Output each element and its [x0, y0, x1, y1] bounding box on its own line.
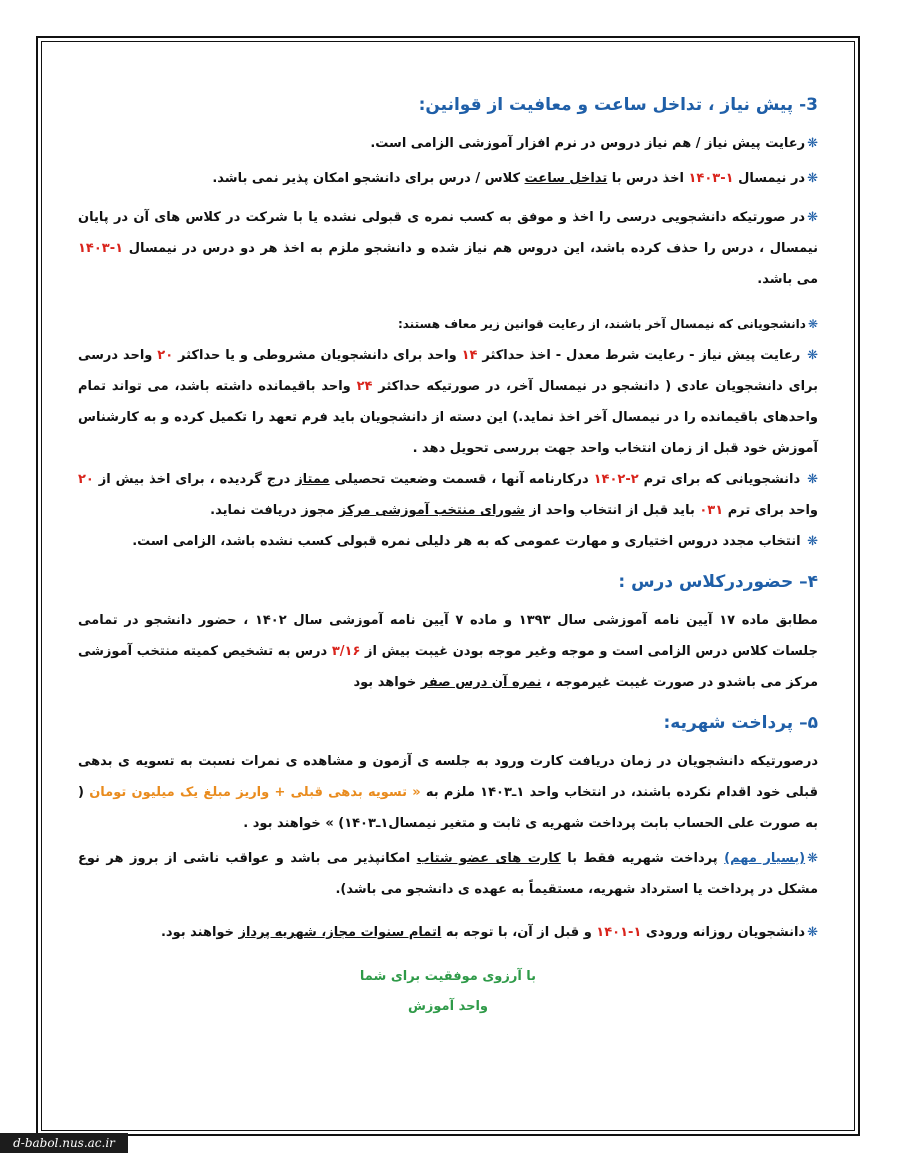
asterisk-icon: ❋: [807, 210, 818, 225]
section-3-heading: 3- پیش نیاز ، تداخل ساعت و معافیت از قوانین:: [418, 95, 818, 115]
prereq-rule: ❋رعایت پیش نیاز / هم نیاز دروس در نرم افزار آموزشی الزامی است.: [370, 136, 818, 151]
asterisk-icon: ❋: [807, 136, 818, 151]
asterisk-icon: ❋: [807, 317, 818, 331]
daytime-students-paragraph: ❋دانشجویان روزانه ورودی ۱-۱۴۰۱ و قبل از آن، با توجه به اتمام سنوات مجاز، شهریه پرداز خواهند بود.: [160, 925, 818, 940]
section-4-heading: ۴– حضوردرکلاس درس :: [618, 572, 818, 592]
attendance-paragraph: مطابق ماده ۱۷ آیین نامه آموزشی سال ۱۳۹۳ و ماده ۷ آیین نامه آموزشی سال ۱۴۰۲ ، حضور دانشجو در تمامی جلسات کلاس درس الزامی است و موجه وغیر موجه بودن غیبت بیش از ۳/۱۶ درس به تشخیص کمیته منتخب آموزشی مرکز می باشدو در صورت غیبت غیرموجه ، نمره آن درس صفر خواهد بود: [78, 613, 818, 690]
asterisk-icon: ❋: [807, 348, 818, 363]
tuition-paragraph: درصورتیکه دانشجویان در زمان دریافت کارت ورود به جلسه ی آزمون و مشاهده ی نمرات نسبت به تسویه ی بدهی قبلی خود اقدام نکرده باشند، در انتخاب واحد ۱ـ۱۴۰۳ ملزم به « تسویه بدهی قبلی + واریز مبلغ یک میلیون تومان ( به صورت علی الحساب بابت پرداخت شهریه ی ثابت و متغیر نیمسال۱ـ۱۴۰۳) » خواهند بود .: [78, 754, 818, 831]
site-url-label: d-babol.nus.ac.ir: [0, 1133, 128, 1153]
asterisk-icon: ❋: [807, 171, 818, 186]
exemption-item-2: ❋ دانشجویانی که برای ترم ۲-۱۴۰۲ درکارنامه آنها ، قسمت وضعیت تحصیلی ممتاز درج گردیده ، برای اخذ بیش از ۲۰ واحد برای ترم ۰۳۱ باید قبل از انتخاب واحد از شورای منتخب آموزشی مرکز مجوز دریافت نماید.: [78, 472, 818, 518]
asterisk-icon: ❋: [807, 472, 818, 487]
document-body: [78, 88, 818, 1022]
section-5-heading: ۵– پرداخت شهریه:: [663, 713, 818, 733]
corequisite-rule: ❋در صورتیکه دانشجویی درسی را اخذ و موفق به کسب نمره ی قبولی نشده یا با شرکت در کلاس های آن در پایان نیمسال ، درس را حذف کرده باشد، این دروس هم نیاز شده و دانشجو ملزم به اخذ هر دو درس در نیمسال ۱-۱۴۰۳ می باشد.: [78, 210, 818, 287]
closing-wish: با آرزوی موفقیت برای شما: [359, 969, 537, 984]
asterisk-icon: ❋: [807, 851, 818, 866]
closing-note: [78, 962, 818, 1022]
exemption-intro: ❋دانشجویانی که نیمسال آخر باشند، از رعایت قوانین زیر معاف هستند:: [397, 317, 818, 331]
exemption-item-1: ❋ رعایت پیش نیاز - رعایت شرط معدل - اخذ حداکثر ۱۴ واحد برای دانشجویان مشروطی و یا حداکثر ۲۰ واحد درسی برای دانشجویان عادی ( دانشجو در نیمسال آخر، در صورتیکه حداکثر ۲۴ واحد باقیمانده داشته باشد، می تواند تمام واحدهای باقیمانده را در نیمسال آخر اخذ نماید.) این دسته از دانشجویان باید فرم تعهد را تکمیل کرده و به کارشناس آموزش خود قبل از زمان انتخاب واحد جهت بررسی تحویل دهد .: [78, 348, 818, 456]
asterisk-icon: ❋: [807, 925, 818, 940]
semester-number: ۱-۱۴۰۳: [688, 171, 734, 186]
payment-method-paragraph: ❋(بسیار مهم) پرداخت شهریه فقط با کارت های عضو شتاب امکانپذیر می باشد و عواقب ناشی از بروز هر نوع مشکل در پرداخت یا استرداد شهریه، مستقیماً به عهده ی دانشجو می باشد).: [78, 851, 818, 897]
asterisk-icon: ❋: [807, 534, 818, 549]
exemption-item-3: ❋ انتخاب مجدد دروس اختیاری و مهارت عمومی که به هر دلیلی نمره قبولی کسب نشده باشد، الزامی است.: [132, 534, 818, 549]
semester-number: ۱-۱۴۰۳: [78, 241, 124, 256]
closing-signature: واحد آموزش: [407, 999, 489, 1014]
time-conflict-rule: ❋در نیمسال ۱-۱۴۰۳ اخذ درس با تداخل ساعت کلاس / درس برای دانشجو امکان پذیر نمی باشد.: [212, 171, 818, 186]
